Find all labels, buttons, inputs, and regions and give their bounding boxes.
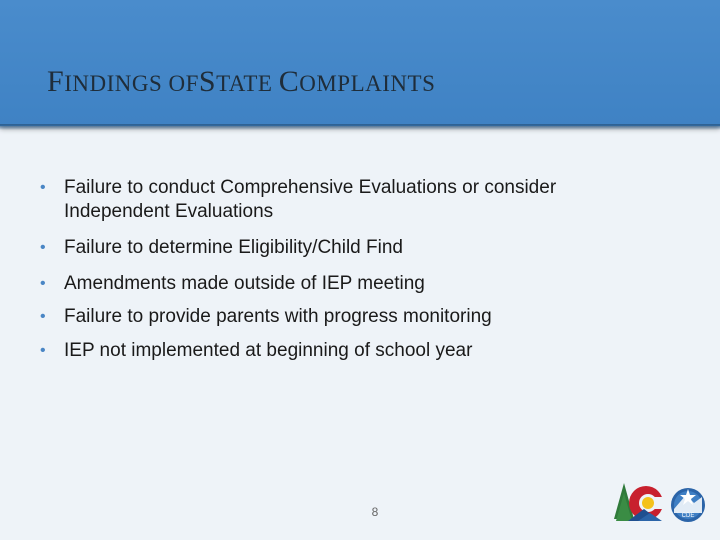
bullet-item — [40, 305, 660, 329]
bullet-icon: • — [40, 342, 46, 359]
svg-text:CDE: CDE — [681, 513, 695, 519]
cde-logo-icon — [671, 488, 705, 522]
bullet-icon: • — [40, 275, 46, 292]
bullet-text: Failure to provide parents with progress monitoring — [64, 306, 492, 327]
bullet-item — [40, 176, 660, 224]
colorado-logo-icon — [614, 483, 666, 521]
slide-title: FINDINGS OFSTATE COMPLAINTS — [47, 65, 436, 98]
bullet-text: IEP not implemented at beginning of school year — [64, 340, 473, 361]
logo-group — [610, 475, 710, 530]
title-banner — [0, 0, 720, 126]
page-number: 8 — [371, 505, 379, 519]
bullet-text: Failure to determine Eligibility/Child Find — [64, 237, 403, 258]
bullet-item — [40, 236, 660, 260]
bullet-item — [40, 339, 660, 363]
bullet-icon: • — [40, 239, 46, 256]
bullet-text: Amendments made outside of IEP meeting — [64, 273, 425, 294]
bullet-text: Failure to conduct Comprehensive Evaluations or consider Independent Evaluations — [64, 177, 557, 222]
bullet-icon: • — [40, 179, 46, 196]
bullet-item — [40, 272, 660, 296]
banner-shadow — [0, 124, 720, 130]
bullet-icon: • — [40, 308, 46, 325]
